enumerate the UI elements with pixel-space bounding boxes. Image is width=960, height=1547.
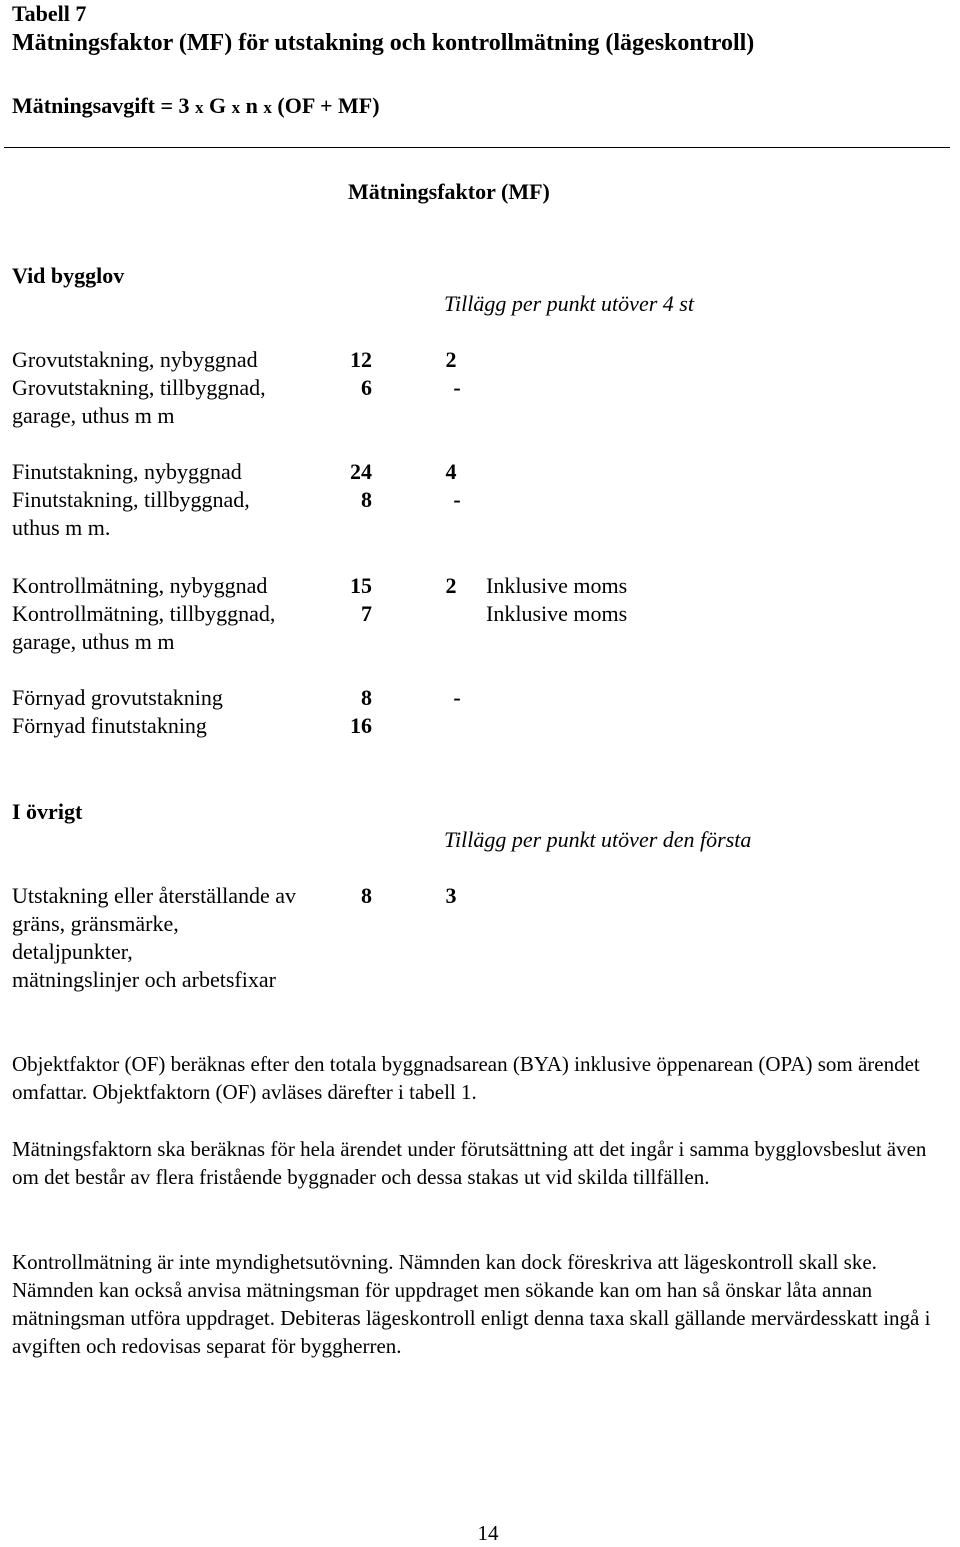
formula-times-2: x [231,98,241,117]
mf-value: 6 [361,375,372,400]
column-header: Mätningsfaktor (MF) [348,179,550,204]
extra-points-heading: Tillägg per punkt utöver den första [444,827,752,852]
formula-times-3: x [263,98,272,117]
extra-value: 2 [445,347,457,372]
row-label: Förnyad grovutstakning [12,685,223,710]
row-label-cont: garage, uthus m m [12,403,175,428]
extra-value: - [453,685,461,710]
header-divider [4,147,950,148]
formula-times-1: x [195,98,204,117]
page-title: Mätningsfaktor (MF) för utstakning och kontrollmätning (lägeskontroll) [12,30,755,56]
extra-value: 3 [445,883,457,908]
paragraph-matningsfaktor: Mätningsfaktorn ska beräknas för hela ärendet under förutsättning att det ingår i samma bygglovsbeslut även om det består av flera fristående byggnader och dessa stakas ut vid skilda tillfällen. [12,1137,927,1189]
row-label: Kontrollmätning, nybyggnad [12,573,268,598]
section-heading-ovrigt: I övrigt [12,799,83,824]
row-label: Grovutstakning, nybyggnad [12,347,258,372]
row-label: Utstakning eller återställande av [12,883,297,908]
formula-n: n [240,93,264,118]
extra-value: - [453,375,461,400]
table-label: Tabell 7 [12,1,87,26]
mf-value: 8 [361,487,372,512]
mf-value: 16 [350,713,372,738]
fee-formula [12,92,380,122]
row-label: Finutstakning, nybyggnad [12,459,242,484]
mf-value: 8 [361,883,372,908]
row-label-cont: detaljpunkter, [12,939,133,964]
mf-value: 8 [361,685,372,710]
row-label-cont: garage, uthus m m [12,629,175,654]
vat-note: Inklusive moms [486,601,628,626]
formula-rest: (OF + MF) [271,93,380,118]
paragraph-kontrollmatning: Kontrollmätning är inte myndighetsutövning. Nämnden kan dock föreskriva att lägeskontroll skall ske. Nämnden kan också anvisa mätningsman för uppdraget men sökande kan om han så önskar låta annan mätningsman utföra uppdraget. Debiteras lägeskontroll enligt denna taxa skall gällande mervärdesskatt ingå i avgiften och redovisas separat för byggherren. [12,1250,931,1358]
row-label: Kontrollmätning, tillbyggnad, [12,601,276,626]
row-label: Grovutstakning, tillbyggnad, [12,375,266,400]
extra-value: 2 [445,573,457,598]
row-label-cont: mätningslinjer och arbetsfixar [12,967,276,992]
row-label: Förnyad finutstakning [12,713,207,738]
formula-g: G [203,93,232,118]
row-label-cont: uthus m m. [12,515,111,540]
mf-value: 15 [350,573,372,598]
page-number: 14 [477,1521,499,1545]
row-label: Finutstakning, tillbyggnad, [12,487,250,512]
row-label-cont: gräns, gränsmärke, [12,911,179,936]
extra-value: - [453,487,461,512]
mf-value: 7 [361,601,372,626]
formula-prefix: Mätningsavgift = 3 [12,93,196,118]
extra-points-heading: Tillägg per punkt utöver 4 st [444,291,694,316]
vat-note: Inklusive moms [486,573,628,598]
extra-value: 4 [445,459,457,484]
mf-value: 24 [350,459,372,484]
paragraph-objektfaktor: Objektfaktor (OF) beräknas efter den totala byggnadsarean (BYA) inklusive öppenarean (OPA) som ärendet omfattar. Objektfaktorn (OF) avläses därefter i tabell 1. [12,1052,920,1104]
mf-value: 12 [350,347,372,372]
section-heading-bygglov: Vid bygglov [12,263,125,288]
